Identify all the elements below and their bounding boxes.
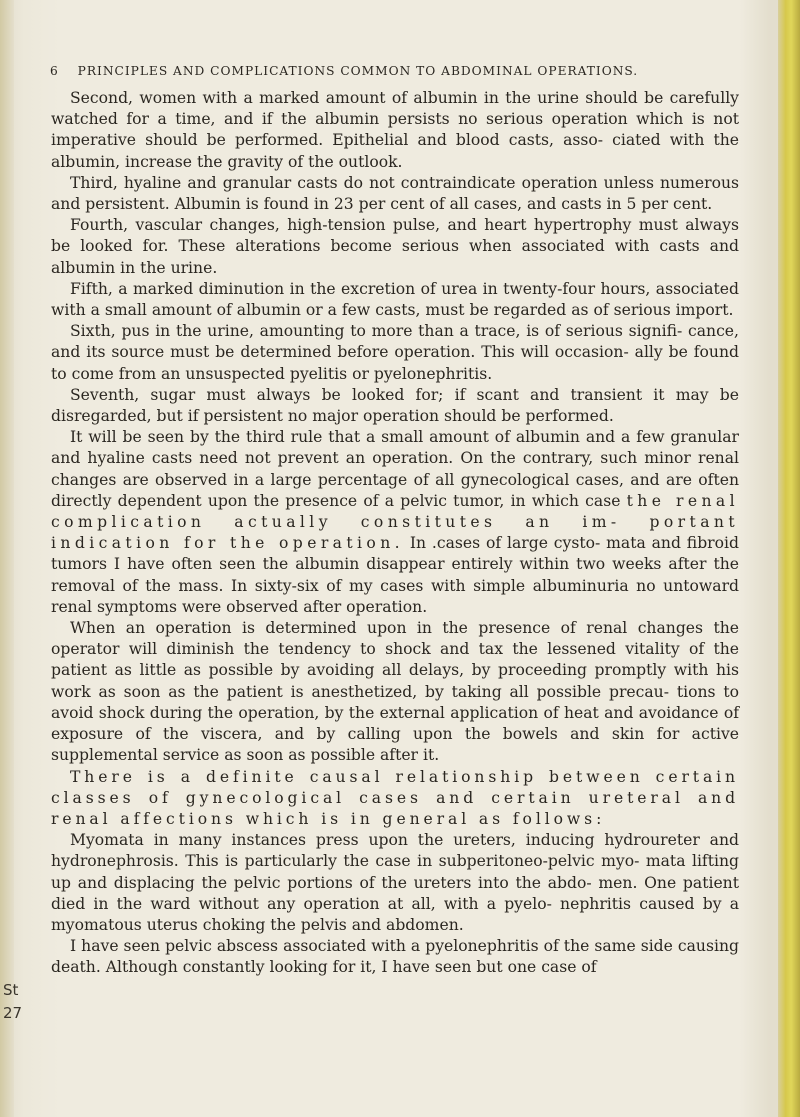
paragraph-sixth: Sixth, pus in the urine, amounting to more than a trace, is of serious signifi- cance, and its source must be determined before operation. This will occasion- ally be found to come from an unsuspected pyelitis or pyelonephritis. (51, 322, 739, 383)
paragraph-third-rule-end: In .cases of large cysto- mata and fibroid tumors I have often seen the albumin disappear entirely within two weeks after the removal of the mass. In sixty-six of my cases with simple albuminuria no untoward renal symptoms were observed after operation. (51, 534, 739, 616)
margin-fragment-27: 27 (3, 1004, 23, 1022)
running-header (50, 64, 740, 78)
paragraph-third: Third, hyaline and granular casts do not contraindicate operation unless numerous and persistent. Albumin is found in 23 per cent of all cases, and casts in 5 per cent. (51, 173, 739, 214)
paragraph-operator-shock: When an operation is determined upon in the presence of renal changes the operator will diminish the tendency to shock and tax the lessened vitality of the patient as little as possible by avoiding all delays, by proceeding promptly with his work as soon as the patient is anesthetized, by taking all possible precau- tions to avoid shock during the operation, by the external application of heat and avoidance of exposure of the viscera, and by calling upon the bowels and skin for active supplemental service as soon as possible after it. (51, 619, 739, 765)
paragraph-fourth: Fourth, vascular changes, high-tension pulse, and heart hypertrophy must always be looked for. These alterations become serious when associated with casts and albumin in the urine. (51, 216, 739, 277)
margin-fragment-st: St (3, 981, 19, 999)
paragraph-third-rule-start: It will be seen by the third rule that a small amount of albumin and a few granular and hyaline casts need not prevent an operation. On the contrary, such minor renal changes are observed in a large percentage of all gynecological cases, and are often directly dependent upon the presence of a pelvic tumor, in which case (51, 428, 739, 510)
running-title: PRINCIPLES AND COMPLICATIONS COMMON TO ABDOMINAL OPERATIONS. (77, 64, 639, 78)
paragraph-myomata: Myomata in many instances press upon the ureters, inducing hydroureter and hydronephrosis. This is particularly the case in subperitoneo-pelvic myo- mata lifting up and displacing the pelvic portions of the ureters into the abdo- men. One patient died in the ward without any operation at all, with a pyelo- nephritis caused by a myomatous uterus choking the pelvis and abdomen. (51, 831, 739, 934)
paragraph-seventh: Seventh, sugar must always be looked for; if scant and transient it may be disregarded, but if persistent no major operation should be performed. (51, 385, 739, 426)
body-text (51, 88, 739, 979)
emphasized-indication: the renal complication actually constitutes an im- portant indication for the operation. (51, 491, 739, 553)
paragraph-fifth: Fifth, a marked diminution in the excretion of urea in twenty-four hours, associated with a small amount of albumin or a few casts, must be regarded as of serious import. (51, 279, 739, 320)
facing-page-edge (0, 0, 14, 1117)
paragraph-pelvic-abscess: I have seen pelvic abscess associated with a pyelonephritis of the same side causing death. Although constantly looking for it, I have seen but one case of (51, 937, 739, 977)
book-binding-edge (778, 0, 800, 1117)
paragraph-third-rule (51, 427, 739, 618)
paragraph-second: Second, women with a marked amount of albumin in the urine should be carefully watched for a time, and if the albumin persists no serious operation which is not imperative should be performed. Epithelial and blood casts, asso- ciated with the albumin, increase the gravity of the outlook. (51, 89, 739, 171)
page-number: 6 (50, 64, 59, 78)
paragraph-causal-relationship: There is a definite causal relationship between certain classes of gynecological cases and certain ureteral and renal affections which is in general as follows: (51, 767, 739, 828)
